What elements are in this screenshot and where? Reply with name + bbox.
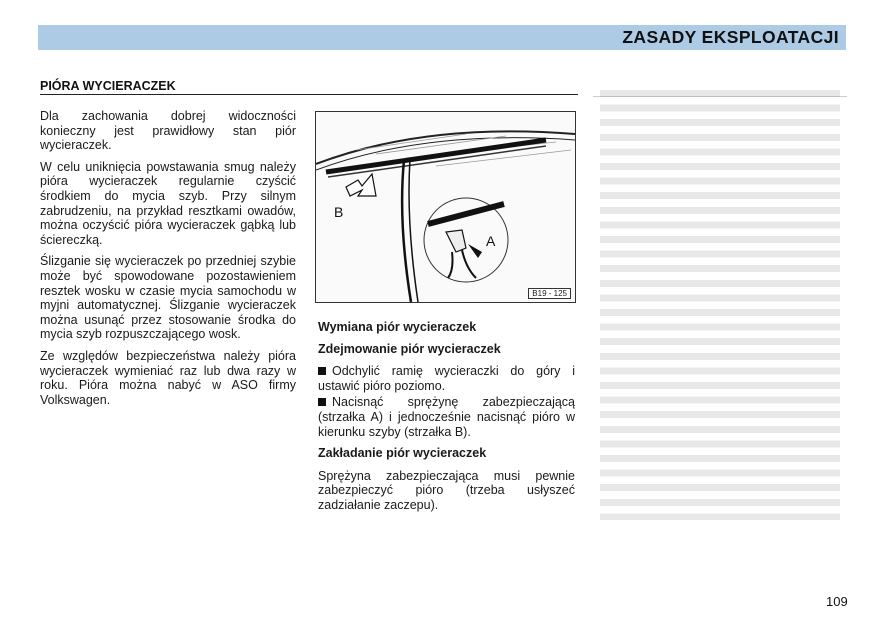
heading-installation: Zakładanie piór wycieraczek <box>318 446 487 461</box>
bullet-icon <box>318 398 326 406</box>
page-number: 109 <box>826 594 848 609</box>
heading-replacement: Wymiana piór wycieraczek <box>318 320 477 334</box>
section-divider <box>40 94 578 95</box>
bullet-icon <box>318 367 326 375</box>
right-column <box>318 320 575 520</box>
paragraph: Ze względów bezpieczeństwa należy pióra wycieraczek wymieniać raz lub dwa razy w roku. Pióra można nabyć w ASO firmy Volkswagen. <box>40 348 296 407</box>
left-column <box>40 109 296 414</box>
section-title: PIÓRA WYCIERACZEK <box>40 79 176 93</box>
step-item: Nacisnąć sprężynę zabezpieczającą (strzałka A) i jednocześnie nacisnąć pióro w kierunku szyby (strzałka B). <box>318 395 575 439</box>
figure-code: B19 - 125 <box>528 288 571 299</box>
arrow-a-label: A <box>486 233 496 249</box>
paragraph: W celu uniknięcia powstawania smug należy pióra wycieraczek regularnie czyścić środkiem do mycia szyb. Przy silnym zabrudzeniu, na przykład resztkami owadów, można oczyścić pióra wycieraczek gąbką lub ściereczką. <box>40 159 296 247</box>
wiper-drawing <box>316 112 575 302</box>
paragraph: Ślizganie się wycieraczek po przedniej szybie może być spowodowane pozostawieniem resztek wosku w czasie mycia samochodu w myjni automatycznej. Ślizganie wycieraczek można usunąć przez stosowanie środka do mycia szyb rozpuszczającego wosk. <box>40 254 296 342</box>
wiper-illustration <box>315 111 576 303</box>
arrow-b-label: B <box>334 204 344 220</box>
paragraph: Dla zachowania dobrej widoczności konieczny jest prawidłowy stan piór wycieraczek. <box>40 109 296 153</box>
chapter-title: ZASADY EKSPLOATACJI <box>622 27 839 47</box>
step-item: Odchylić ramię wycieraczki do góry i ustawić pióro poziomo. <box>318 364 575 393</box>
bleed-through-text <box>600 90 840 520</box>
heading-removal: Zdejmowanie piór wycieraczek <box>318 341 501 356</box>
installation-text: Sprężyna zabezpieczająca musi pewnie zabezpieczyć pióro (trzeba usłyszeć zadziałanie zaczepu). <box>318 468 575 512</box>
